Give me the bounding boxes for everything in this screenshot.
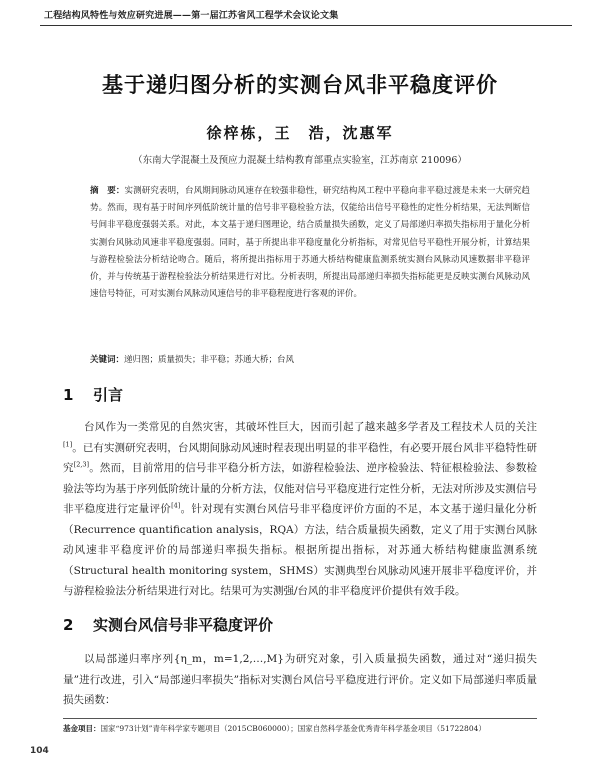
section-title: 引言 — [93, 386, 124, 404]
keywords-label: 关键词： — [90, 355, 125, 365]
keywords-text: 递归图；质量损失；非平稳；苏通大桥；台风 — [124, 355, 295, 365]
intro-text-b: 。已有实测研究表明，台风期间脉动风速时程表现出明显的非平稳性，有必要开展台风非平稳特性研究 — [63, 441, 537, 474]
section2-paragraph: 以局部递归率序列{η_m，m=1,2,…,M}为研究对象，引入质量损失函数，通过对“递归损失量”进行改进，引入“局部递归率损失”指标对实测台风信号平稳度进行评价。定义如下局部递归率质量损失函数： — [63, 653, 537, 706]
running-head: 工程结构风特性与效应研究进展——第一届江苏省风工程学术会议论文集 — [44, 11, 339, 21]
section-title: 实测台风信号非平稳度评价 — [93, 616, 274, 634]
intro-text-a: 台风作为一类常见的自然灾害，其破坏性巨大，因而引起了越来越多学者及工程技术人员的关注 — [84, 421, 537, 433]
header-rule — [40, 25, 572, 26]
section-number: 1 — [63, 386, 74, 404]
page-number: 104 — [30, 746, 49, 756]
paper-title: 基于递归图分析的实测台风非平稳度评价 — [102, 73, 498, 97]
intro-text-d: 。针对现有实测台风信号非平稳度评价方面的不足，本文基于递归量化分析（Recurrence quantification analysis，RQA）方法，结合质量损失函数，定义了用于实测台风脉动风速非平稳度评价的局部递归率损失指标。根据所提出指标，对苏通大桥结构健康监测系统（Structural health monitoring system，SHMS）实测典型台风脉动风速开展非平稳度评价，并与游程检验法分析结果进行对比。结果可为实测强/台风的非平稳度评价提供有效手段。 — [63, 503, 538, 597]
citation: [4] — [171, 501, 181, 510]
section-number: 2 — [63, 616, 74, 634]
section-heading-introduction — [63, 384, 123, 405]
introduction-paragraph — [63, 417, 537, 602]
footnote-rule — [63, 718, 537, 719]
authors: 徐梓栋，王 浩，沈惠军 — [206, 124, 394, 142]
intro-text-c: 。然而，目前常用的信号非平稳分析方法，如游程检验法、逆序检验法、特征根检验法、参数检验法等均为基于序列低阶统计量的分析方法，仅能对信号平稳度进行定性分析，无法对所涉及实测信号非平稳度进行定量评价 — [63, 462, 538, 515]
footnote-label: 基金项目： — [63, 724, 101, 733]
citation: [2,3] — [73, 460, 90, 469]
affiliation: （东南大学混凝土及预应力混凝土结构教育部重点实验室，江苏南京 210096） — [133, 155, 467, 166]
footnote-text: 国家“973计划”青年科学家专题项目（2015CB060000）；国家自然科学基金优秀青年科学基金项目（51722804） — [100, 724, 486, 733]
section-heading-evaluation — [63, 614, 273, 635]
abstract — [90, 183, 530, 303]
abstract-text: 实测研究表明，台风期间脉动风速存在较强非稳性，研究结构风工程中平稳向非平稳过渡是未来一大研究趋势。然而，现有基于时间序列低阶统计量的信号非平稳检验方法，仅能给出信号平稳性的定性分析结果，无法判断信号间非平稳度强弱关系。对此，本文基于递归图理论，结合质量损失函数，定义了局部递归率损失指标用于量化分析实测台风脉动风速非平稳度强弱。同时，基于所提出非平稳度量化分析指标，对常见信号平稳性开展分析，计算结果与游程检验法分析结论吻合。随后，将所提出指标用于苏通大桥结构健康监测系统实测台风脉动风速数据非平稳评价，并与传统基于游程检验法分析结果进行对比。分析表明，所提出局部递归率损失指标能更是反映实测台风脉动风速信号特征，可对实测台风脉动风速信号的非平稳程度进行客观的评价。 — [90, 186, 530, 300]
citation: [1] — [63, 440, 73, 448]
funding-footnote — [63, 723, 537, 734]
abstract-label: 摘 要： — [90, 186, 125, 196]
keywords — [90, 353, 530, 365]
